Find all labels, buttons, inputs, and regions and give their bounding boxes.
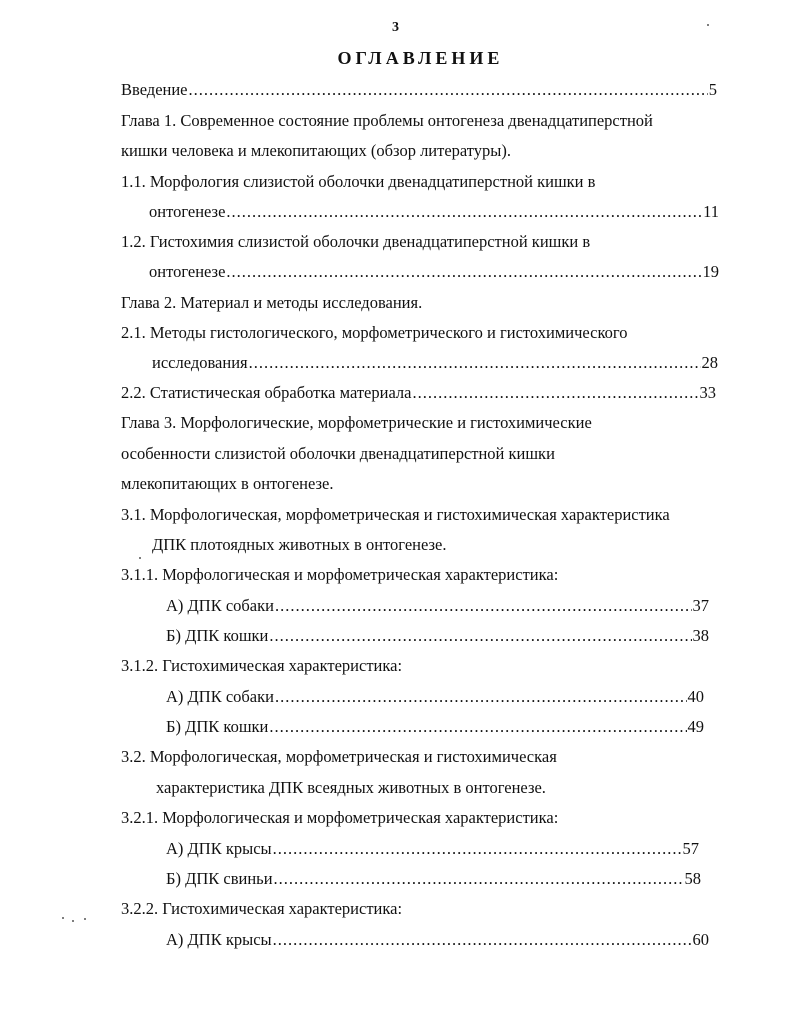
toc-section-3-2-1: 3.2.1. Морфологическая и морфометрическая характеристика: [121,808,559,827]
toc-page-number: 11 [703,202,719,221]
toc-page-number: 49 [687,717,704,736]
toc-entry-text: А) ДПК крысы [166,839,272,858]
toc-entry-text: А) ДПК собаки [166,596,274,615]
scan-speck [707,24,709,26]
toc-entry-1-2 [149,262,719,282]
toc-page-number: 5 [708,80,717,99]
toc-section-3-2-line-1: 3.2. Морфологическая, морфометрическая и гистохимическая [121,747,557,766]
toc-page-number: 28 [701,353,718,372]
dot-leader [273,930,692,950]
toc-section-3-1-2: 3.1.2. Гистохимическая характеристика: [121,656,403,675]
scan-speck [139,557,141,559]
toc-entry-2-2 [121,383,716,403]
toc-entry-text: Б) ДПК свиньи [166,869,273,888]
toc-chapter-1-line-1: Глава 1. Современное состояние проблемы онтогенеза двенадцатиперстной [121,111,653,130]
toc-entry-intro [121,80,717,100]
toc-entry-3-2-2-a [166,930,709,950]
toc-section-1-1-line-1: 1.1. Морфология слизистой оболочки двенадцатиперстной кишки в [121,172,596,191]
toc-section-1-2-line-1: 1.2. Гистохимия слизистой оболочки двенадцатиперстной кишки в [121,232,591,251]
dot-leader [226,262,701,282]
toc-chapter-3-line-2: особенности слизистой оболочки двенадцатиперстной кишки [121,444,555,463]
toc-chapter-3-line-1: Глава 3. Морфологические, морфометрические и гистохимические [121,413,592,432]
toc-section-3-1-line-1: 3.1. Морфологическая, морфометрическая и гистохимическая характеристика [121,505,670,524]
toc-page-number: 19 [702,262,719,281]
toc-section-2-1-line-1: 2.1. Методы гистологического, морфометрического и гистохимического [121,323,628,342]
toc-chapter-3-line-3: млекопитающих в онтогенезе. [121,474,334,493]
toc-entry-3-2-1-b [166,869,701,889]
page-number: 3 [392,20,399,35]
toc-entry-text: А) ДПК собаки [166,687,274,706]
dot-leader [275,596,692,616]
toc-entry-3-1-1-b [166,626,709,646]
scan-speck [84,918,86,920]
toc-page-number: 33 [699,383,716,402]
toc-entry-3-1-1-a [166,596,709,616]
dot-leader [249,353,701,373]
toc-entry-text: Б) ДПК кошки [166,626,269,645]
toc-entry-text: 2.2. Статистическая обработка материала [121,383,412,402]
toc-page-number: 37 [692,596,709,615]
toc-entry-text: онтогенезе [149,202,226,221]
dot-leader [269,626,691,646]
toc-entry-text: Б) ДПК кошки [166,717,269,736]
toc-entry-text: онтогенезе [149,262,226,281]
toc-entry-text: Введение [121,80,188,99]
toc-page-number: 38 [692,626,709,645]
dot-leader [269,717,686,737]
toc-section-3-1-1: 3.1.1. Морфологическая и морфометрическая характеристика: [121,565,559,584]
toc-entry-1-1 [149,202,719,222]
toc-entry-3-1-2-b [166,717,704,737]
dot-leader [226,202,702,222]
toc-entry-text: исследования [152,353,248,372]
toc-page-number: 57 [682,839,699,858]
toc-page-number: 58 [684,869,701,888]
toc-section-3-1-line-2: ДПК плотоядных животных в онтогенезе. [152,535,447,554]
dot-leader [412,383,698,403]
page-title: ОГЛАВЛЕНИЕ [337,48,504,68]
toc-entry-2-1 [152,353,718,373]
toc-section-3-2-2: 3.2.2. Гистохимическая характеристика: [121,899,403,918]
toc-page-number: 60 [692,930,709,949]
toc-page-number: 40 [687,687,704,706]
toc-chapter-2: Глава 2. Материал и методы исследования. [121,293,423,312]
toc-entry-3-1-2-a [166,687,704,707]
scan-speck [62,917,64,919]
toc-entry-3-2-1-a [166,839,699,859]
dot-leader [273,839,682,859]
toc-entry-text: А) ДПК крысы [166,930,272,949]
toc-chapter-1-line-2: кишки человека и млекопитающих (обзор литературы). [121,141,512,160]
dot-leader [274,869,684,889]
dot-leader [189,80,708,100]
dot-leader [275,687,687,707]
toc-section-3-2-line-2: характеристика ДПК всеядных животных в онтогенезе. [156,778,546,797]
scan-speck [72,920,74,922]
